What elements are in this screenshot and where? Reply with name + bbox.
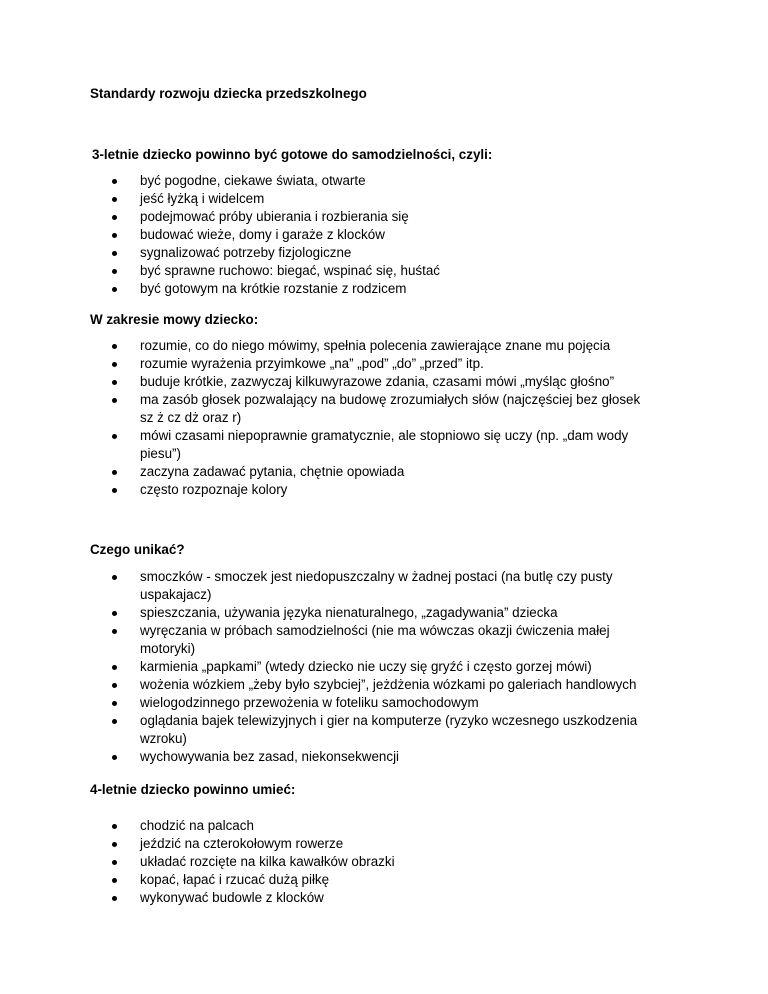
list-item: wychowywania bez zasad, niekonsekwencji xyxy=(110,748,650,766)
list-item: wyręczania w próbach samodzielności (nie ma wówczas okazji ćwiczenia małej motoryki) xyxy=(110,622,650,658)
bullet-icon xyxy=(112,824,117,829)
bullet-list-speech xyxy=(110,337,650,499)
list-item: jeść łyżką i widelcem xyxy=(110,190,650,208)
bullet-icon xyxy=(112,575,117,580)
bullet-icon xyxy=(112,611,117,616)
section-heading-4-year-old: 4-letnie dziecko powinno umieć: xyxy=(90,782,296,797)
bullet-icon xyxy=(112,362,117,367)
bullet-icon xyxy=(112,860,117,865)
list-item: kopać, łapać i rzucać dużą piłkę xyxy=(110,871,650,889)
bullet-icon xyxy=(112,344,117,349)
list-item: rozumie wyrażenia przyimkowe „na” „pod” „do” „przed” itp. xyxy=(110,355,650,373)
bullet-icon xyxy=(112,269,117,274)
section-heading-3-year-old: 3-letnie dziecko powinno być gotowe do samodzielności, czyli: xyxy=(92,147,493,162)
list-item: układać rozcięte na kilka kawałków obrazki xyxy=(110,853,650,871)
bullet-icon xyxy=(112,755,117,760)
bullet-list-3-year-old xyxy=(110,172,650,298)
bullet-icon xyxy=(112,665,117,670)
bullet-list-what-to-avoid xyxy=(110,568,650,766)
list-item: zaczyna zadawać pytania, chętnie opowiada xyxy=(110,463,650,481)
list-item: wożenia wózkiem „żeby było szybciej”, jeżdżenia wózkami po galeriach handlowych xyxy=(110,676,650,694)
list-item: ma zasób głosek pozwalający na budowę zrozumiałych słów (najczęściej bez głosek sz ż cz dż oraz r) xyxy=(110,391,650,427)
section-heading-what-to-avoid: Czego unikać? xyxy=(90,542,185,557)
list-item: mówi czasami niepoprawnie gramatycznie, ale stopniowo się uczy (np. „dam wody piesu”) xyxy=(110,427,650,463)
list-item: oglądania bajek telewizyjnych i gier na komputerze (ryzyko wczesnego uszkodzenia wzroku) xyxy=(110,712,650,748)
bullet-icon xyxy=(112,179,117,184)
bullet-icon xyxy=(112,719,117,724)
bullet-icon xyxy=(112,233,117,238)
bullet-icon xyxy=(112,701,117,706)
bullet-icon xyxy=(112,896,117,901)
bullet-icon xyxy=(112,398,117,403)
list-item: karmienia „papkami” (wtedy dziecko nie uczy się gryźć i często gorzej mówi) xyxy=(110,658,650,676)
bullet-icon xyxy=(112,488,117,493)
bullet-icon xyxy=(112,380,117,385)
document-title: Standardy rozwoju dziecka przedszkolnego xyxy=(90,86,367,101)
list-item: jeździć na czterokołowym rowerze xyxy=(110,835,650,853)
list-item: budować wieże, domy i garaże z klocków xyxy=(110,226,650,244)
list-item: smoczków - smoczek jest niedopuszczalny w żadnej postaci (na butlę czy pusty uspakajacz) xyxy=(110,568,650,604)
list-item: podejmować próby ubierania i rozbierania się xyxy=(110,208,650,226)
bullet-icon xyxy=(112,197,117,202)
list-item: spieszczania, używania języka nienaturalnego, „zagadywania” dziecka xyxy=(110,604,650,622)
bullet-icon xyxy=(112,470,117,475)
bullet-icon xyxy=(112,842,117,847)
bullet-icon xyxy=(112,287,117,292)
list-item: sygnalizować potrzeby fizjologiczne xyxy=(110,244,650,262)
bullet-list-4-year-old xyxy=(110,817,650,907)
list-item: wielogodzinnego przewożenia w foteliku samochodowym xyxy=(110,694,650,712)
list-item: chodzić na palcach xyxy=(110,817,650,835)
list-item: buduje krótkie, zazwyczaj kilkuwyrazowe zdania, czasami mówi „myśląc głośno” xyxy=(110,373,650,391)
list-item: rozumie, co do niego mówimy, spełnia polecenia zawierające znane mu pojęcia xyxy=(110,337,650,355)
list-item: być gotowym na krótkie rozstanie z rodzicem xyxy=(110,280,650,298)
bullet-icon xyxy=(112,434,117,439)
list-item: wykonywać budowle z klocków xyxy=(110,889,650,907)
list-item: często rozpoznaje kolory xyxy=(110,481,650,499)
bullet-icon xyxy=(112,878,117,883)
list-item: być pogodne, ciekawe świata, otwarte xyxy=(110,172,650,190)
bullet-icon xyxy=(112,629,117,634)
section-heading-speech: W zakresie mowy dziecko: xyxy=(90,312,259,327)
bullet-icon xyxy=(112,215,117,220)
bullet-icon xyxy=(112,251,117,256)
bullet-icon xyxy=(112,683,117,688)
list-item: być sprawne ruchowo: biegać, wspinać się, huśtać xyxy=(110,262,650,280)
